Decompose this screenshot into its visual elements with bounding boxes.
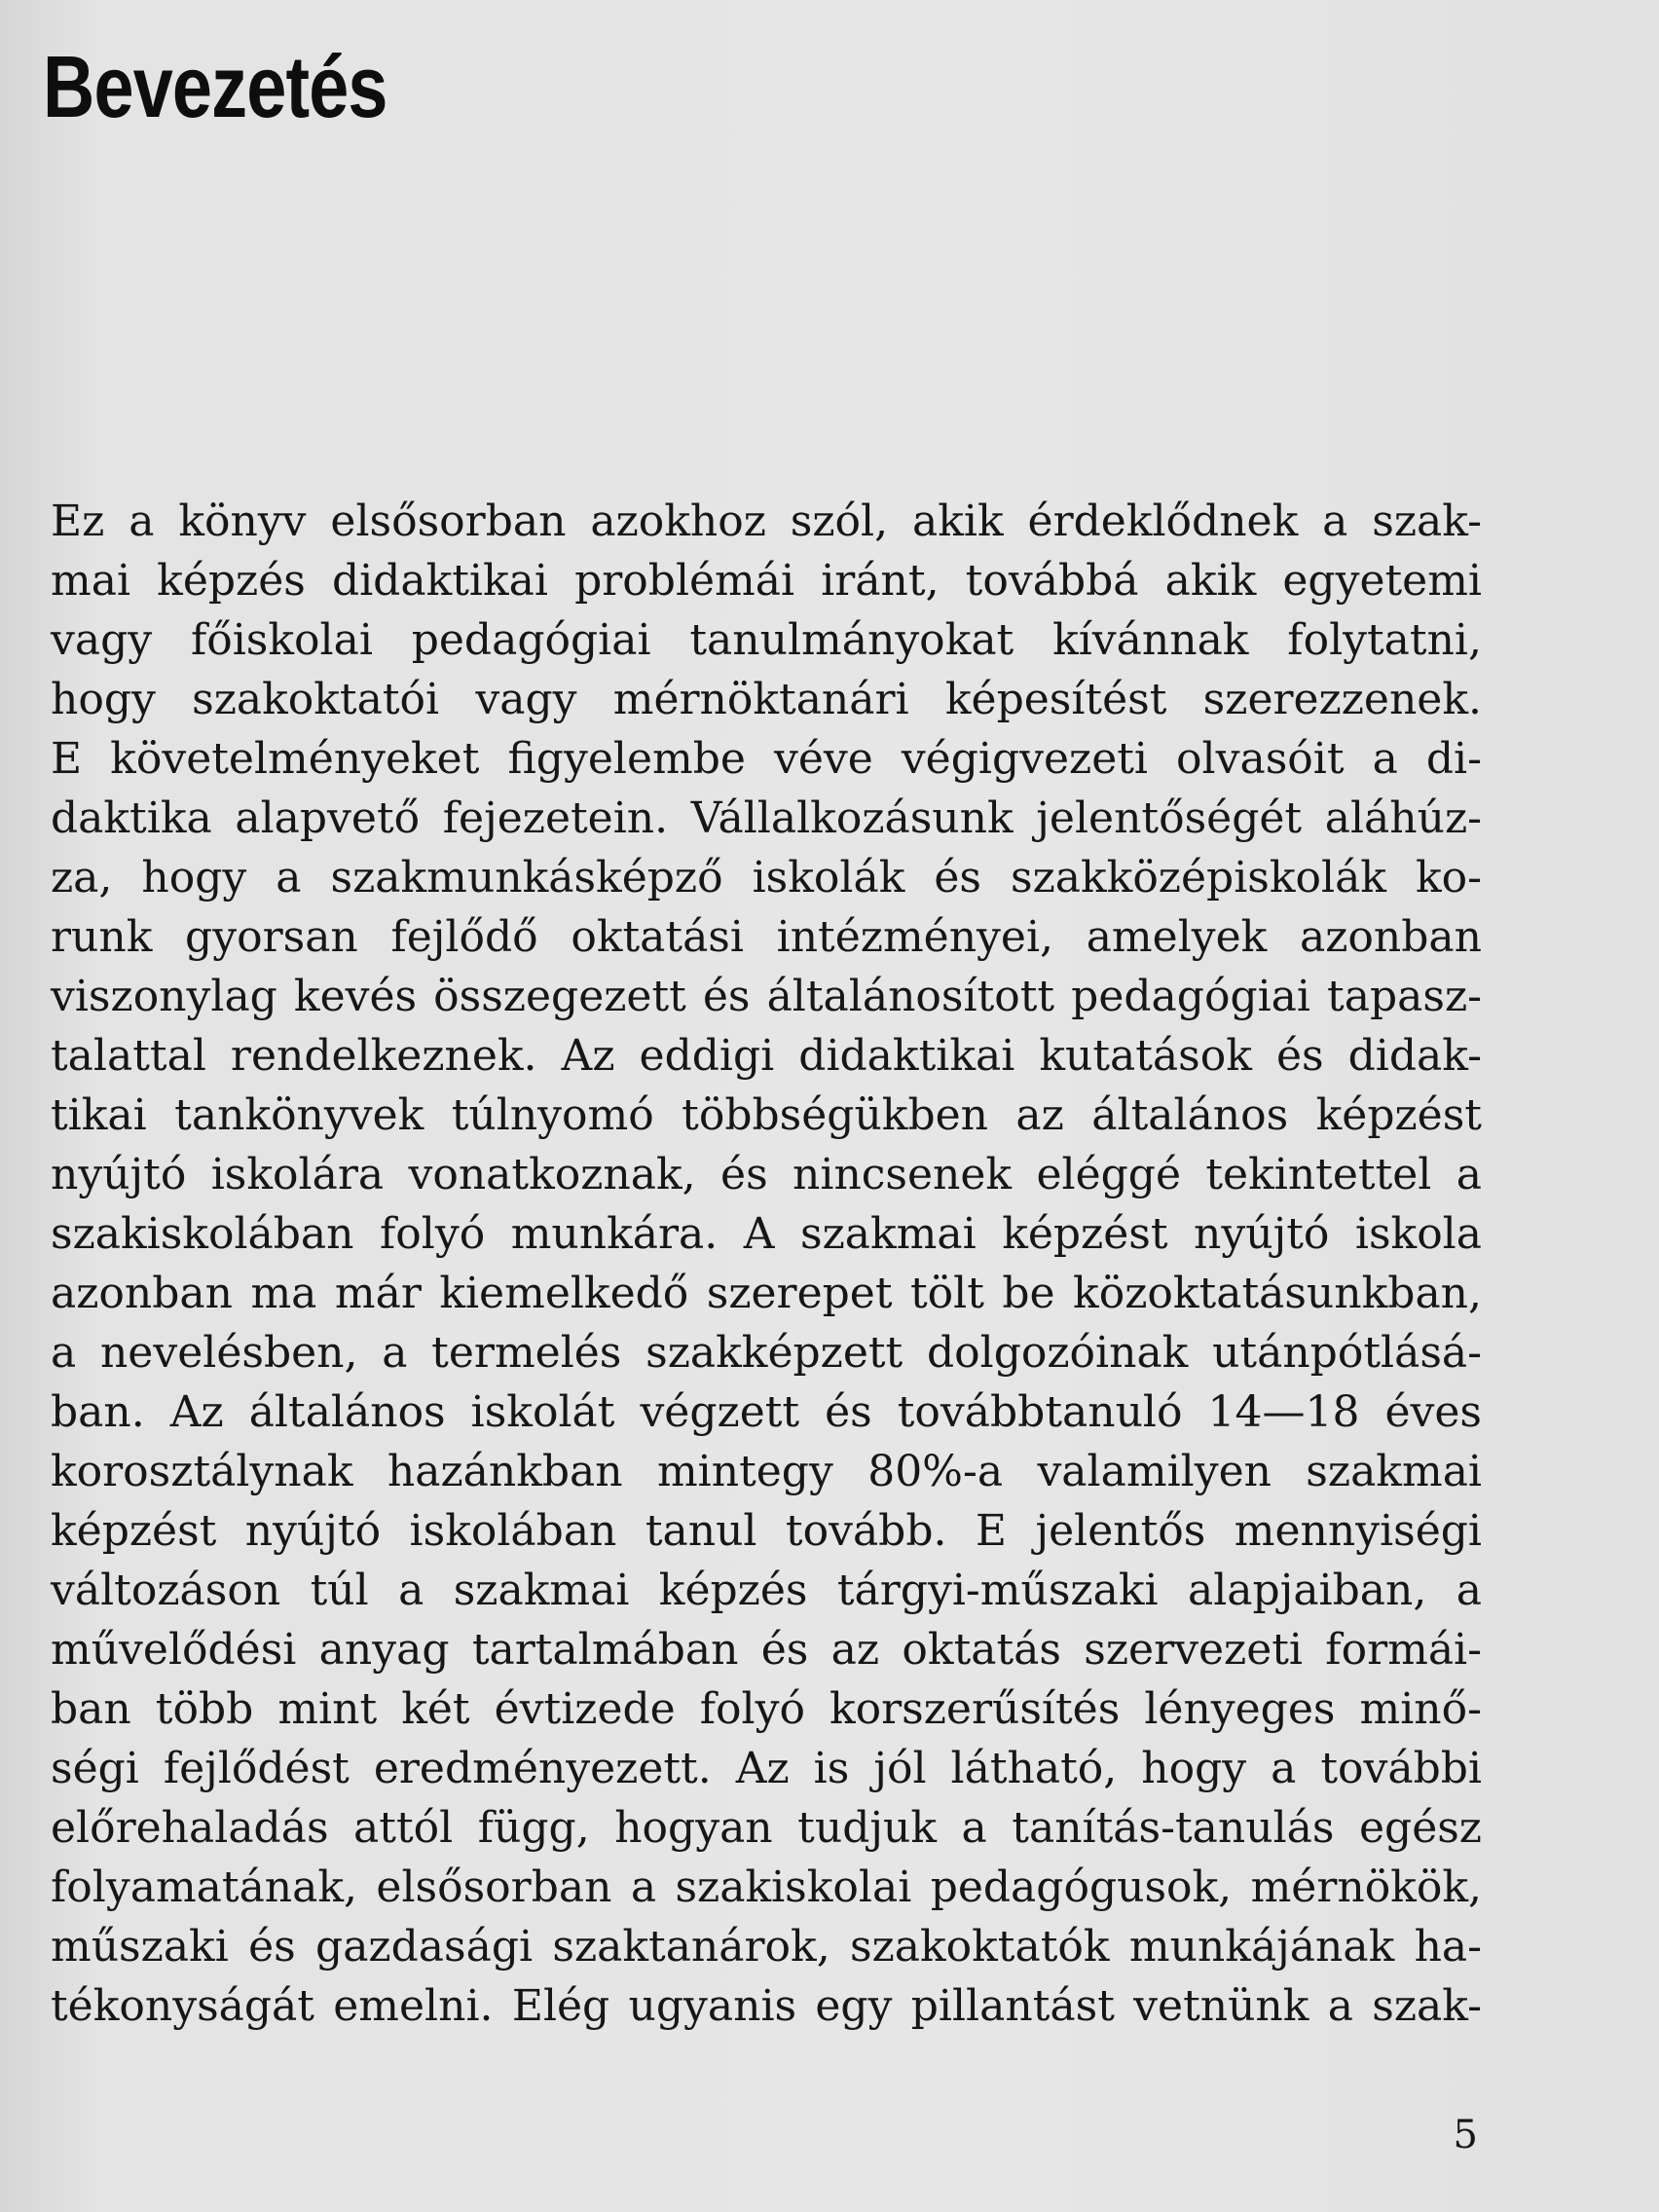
body-text: [51, 492, 1482, 2036]
text-line: E követelményeket figyelembe véve végigvezeti olvasóit a di-: [51, 734, 1482, 784]
text-line: művelődési anyag tartalmában és az oktatás szervezeti formái-: [51, 1625, 1482, 1675]
text-line: a nevelésben, a termelés szakképzett dolgozóinak utánpótlásá-: [51, 1328, 1482, 1378]
text-line: műszaki és gazdasági szaktanárok, szakoktatók munkájának ha-: [51, 1922, 1482, 1972]
text-line: viszonylag kevés összegezett és általánosított pedagógiai tapasz-: [51, 972, 1482, 1021]
text-line: ségi fejlődést eredményezett. Az is jól látható, hogy a további: [51, 1744, 1482, 1793]
text-line: hogy szakoktatói vagy mérnöktanári képesítést szerezzenek.: [51, 675, 1482, 724]
text-line: talattal rendelkeznek. Az eddigi didaktikai kutatások és didak-: [51, 1031, 1482, 1081]
page-number: 5: [1453, 2113, 1478, 2157]
text-line: za, hogy a szakmunkásképző iskolák és szakközépiskolák ko-: [51, 853, 1482, 903]
text-line: runk gyorsan fejlődő oktatási intézményei, amelyek azonban: [51, 912, 1482, 962]
text-line: azonban ma már kiemelkedő szerepet tölt be közoktatásunkban,: [51, 1269, 1482, 1318]
text-line: Ez a könyv elsősorban azokhoz szól, akik érdeklődnek a szak-: [51, 497, 1482, 546]
text-line: tikai tankönyvek túlnyomó többségükben az általános képzést: [51, 1090, 1482, 1140]
text-line: ban több mint két évtizede folyó korszerűsítés lényeges minő-: [51, 1684, 1482, 1734]
text-line: vagy főiskolai pedagógiai tanulmányokat kívánnak folytatni,: [51, 615, 1482, 665]
text-line: szakiskolában folyó munkára. A szakmai képzést nyújtó iskola: [51, 1209, 1482, 1259]
text-line: daktika alapvető fejezetein. Vállalkozásunk jelentőségét aláhúz-: [51, 793, 1482, 843]
text-line: mai képzés didaktikai problémái iránt, továbbá akik egyetemi: [51, 556, 1482, 606]
chapter-heading: Bevezetés: [43, 39, 387, 136]
text-line: folyamatának, elsősorban a szakiskolai pedagógusok, mérnökök,: [51, 1862, 1482, 1912]
text-line: változáson túl a szakmai képzés tárgyi-műszaki alapjaiban, a: [51, 1566, 1482, 1615]
text-line: tékonyságát emelni. Elég ugyanis egy pillantást vetnünk a szak-: [51, 1981, 1482, 2031]
text-line: előrehaladás attól függ, hogyan tudjuk a tanítás-tanulás egész: [51, 1803, 1482, 1853]
text-line: ban. Az általános iskolát végzett és továbbtanuló 14—18 éves: [51, 1387, 1482, 1437]
text-line: nyújtó iskolára vonatkoznak, és nincsenek eléggé tekintettel a: [51, 1150, 1482, 1199]
text-line: képzést nyújtó iskolában tanul tovább. E jelentős mennyiségi: [51, 1506, 1482, 1556]
text-line: korosztálynak hazánkban mintegy 80%-a valamilyen szakmai: [51, 1447, 1482, 1496]
